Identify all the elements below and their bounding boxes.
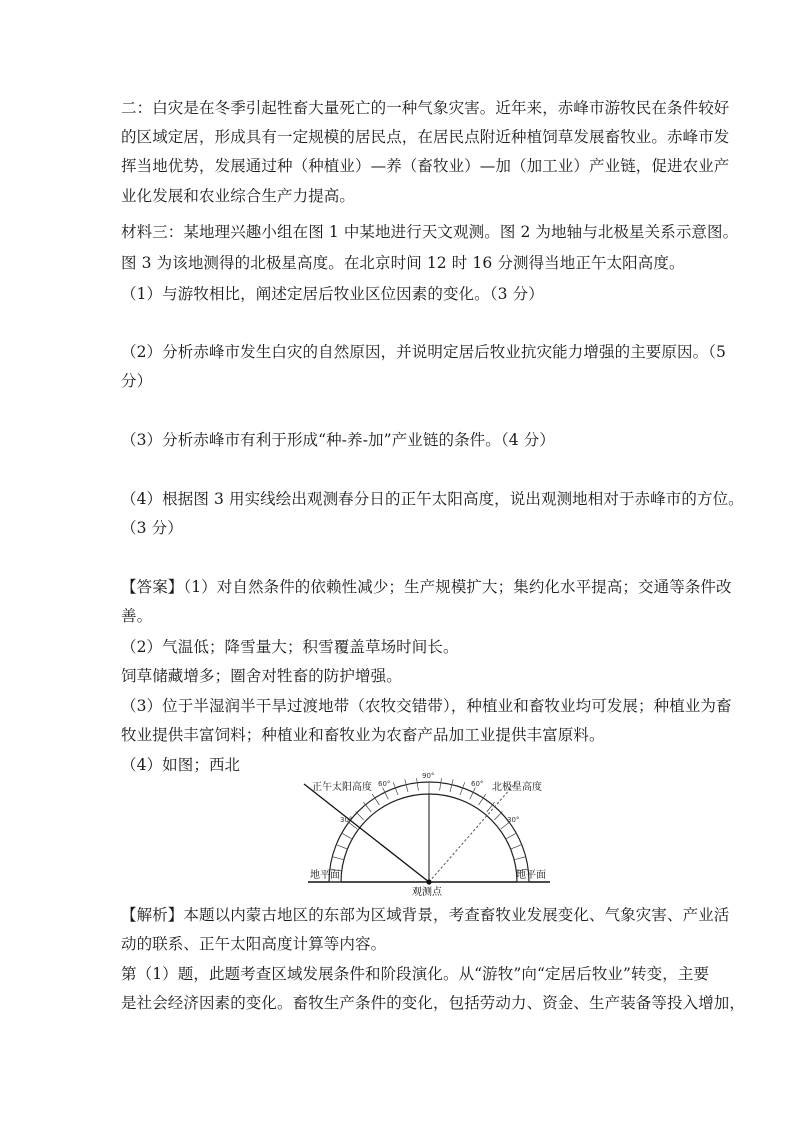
analysis-line: 第（1）题，此题考查区域发展条件和阶段演化。从“游牧”向“定居后牧业”转变，主要 (121, 965, 710, 983)
answer-2: （2）气温低；降雪量大；积雪覆盖草场时间长。 (121, 638, 459, 656)
horizon-right-label: 地平面 (516, 870, 546, 881)
question-4-cont: （3 分） (121, 519, 183, 537)
analysis-line: 是社会经济因素的变化。畜牧生产条件的变化，包括劳动力、资金、生产装备等投入增加， (121, 994, 746, 1012)
polaris-altitude-label: 北极星高度 (492, 782, 542, 793)
horizon-left-label: 地平面 (310, 870, 340, 881)
noon-sun-altitude-line (304, 784, 429, 882)
question-4: （4）根据图 3 用实线绘出观测春分日的正午太阳高度，说出观测地相对于赤峰市的方位。 (121, 490, 744, 508)
material2-line: 挥当地优势，发展通过种（种植业）—养（畜牧业）—加（加工业）产业链，促进农业产 (121, 157, 730, 175)
observer-label: 观测点 (412, 887, 442, 897)
tick-30-left-label: 30° (340, 816, 353, 824)
question-3: （3）分析赤峰市有利于形成“种-养-加”产业链的条件。（4 分） (121, 431, 555, 449)
material3-line: 图 3 为该地测得的北极星高度。在北京时间 12 时 16 分测得当地正午太阳高度。 (121, 254, 685, 272)
sun-altitude-label: 正午太阳高度 (312, 782, 372, 793)
question-1: （1）与游牧相比，阐述定居后牧业区位因素的变化。（3 分） (121, 285, 544, 303)
tick-90-label: 90° (422, 772, 435, 780)
answer-1-cont: 善。 (121, 607, 153, 625)
observer-point (426, 879, 431, 884)
material2-line: 业化发展和农业综合生产力提高。 (121, 187, 356, 205)
material3-line: 材料三：某地理兴趣小组在图 1 中某地进行天文观测。图 2 为地轴与北极星关系示意图。 (121, 223, 739, 241)
answer-4: （4）如图；西北 (121, 756, 241, 774)
tick-60-left-label: 60° (378, 780, 391, 788)
answer-3-cont: 牧业提供丰富饲料；种植业和畜牧业为农畜产品加工业提供丰富原料。 (121, 726, 605, 744)
answer-1: 【答案】（1）对自然条件的依赖性减少；生产规模扩大；集约化水平提高；交通等条件改 (121, 578, 732, 596)
solar-altitude-diagram (290, 770, 560, 897)
question-2: （2）分析赤峰市发生白灾的自然原因，并说明定居后牧业抗灾能力增强的主要原因。（5 (121, 343, 726, 361)
answer-3: （3）位于半湿润半干旱过渡地带（农牧交错带），种植业和畜牧业均可发展；种植业为畜 (121, 697, 732, 715)
tick-60-right-label: 60° (471, 780, 484, 788)
analysis-line: 【解析】本题以内蒙古地区的东部为区域背景，考查畜牧业发展变化、气象灾害、产业活 (121, 906, 730, 924)
material2-line: 二：白灾是在冬季引起牲畜大量死亡的一种气象灾害。近年来，赤峰市游牧民在条件较好 (121, 99, 730, 117)
analysis-line: 动的联系、正午太阳高度计算等内容。 (121, 935, 387, 953)
question-2-cont: 分） (121, 372, 153, 390)
material2-line: 的区域定居，形成具有一定规模的居民点，在居民点附近种植饲草发展畜牧业。赤峰市发 (121, 128, 730, 146)
tick-30-right-label: 30° (507, 816, 520, 824)
answer-2-cont: 饲草储藏增多；圈舍对牲畜的防护增强。 (121, 667, 402, 685)
